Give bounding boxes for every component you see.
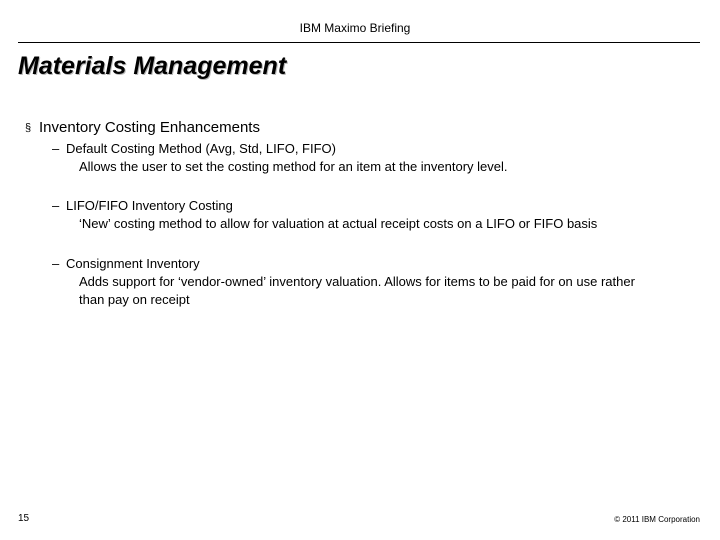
sub-item-title: LIFO/FIFO Inventory Costing (66, 198, 233, 213)
sub-item-marker: – (52, 141, 60, 156)
bullet-item (25, 118, 260, 138)
sub-item-lifo-fifo (52, 197, 659, 233)
header-divider (18, 42, 700, 43)
sub-item-default-costing (52, 140, 659, 176)
sub-item-title: Consignment Inventory (66, 256, 200, 271)
sub-item-description: Adds support for ‘vendor-owned’ inventory valuation. Allows for items to be paid for on use rather than pay on receipt (79, 274, 635, 307)
copyright-notice: © 2011 IBM Corporation (614, 515, 700, 524)
sub-item-marker: – (52, 198, 60, 213)
sub-item-consignment (52, 255, 659, 309)
ibm-logo (27, 11, 77, 31)
bullet-marker: § (25, 122, 32, 134)
page-number: 15 (18, 513, 30, 524)
sub-item-title: Default Costing Method (Avg, Std, LIFO, FIFO) (66, 141, 336, 156)
bullet-text: Inventory Costing Enhancements (39, 119, 260, 136)
header-title: IBM Maximo Briefing (299, 21, 411, 35)
sub-item-description: Allows the user to set the costing method for an item at the inventory level. (79, 159, 508, 174)
sub-item-description: ‘New’ costing method to allow for valuation at actual receipt costs on a LIFO or FIFO basis (79, 216, 598, 231)
sub-item-marker: – (52, 256, 60, 271)
page-title: Materials Management (18, 52, 287, 80)
